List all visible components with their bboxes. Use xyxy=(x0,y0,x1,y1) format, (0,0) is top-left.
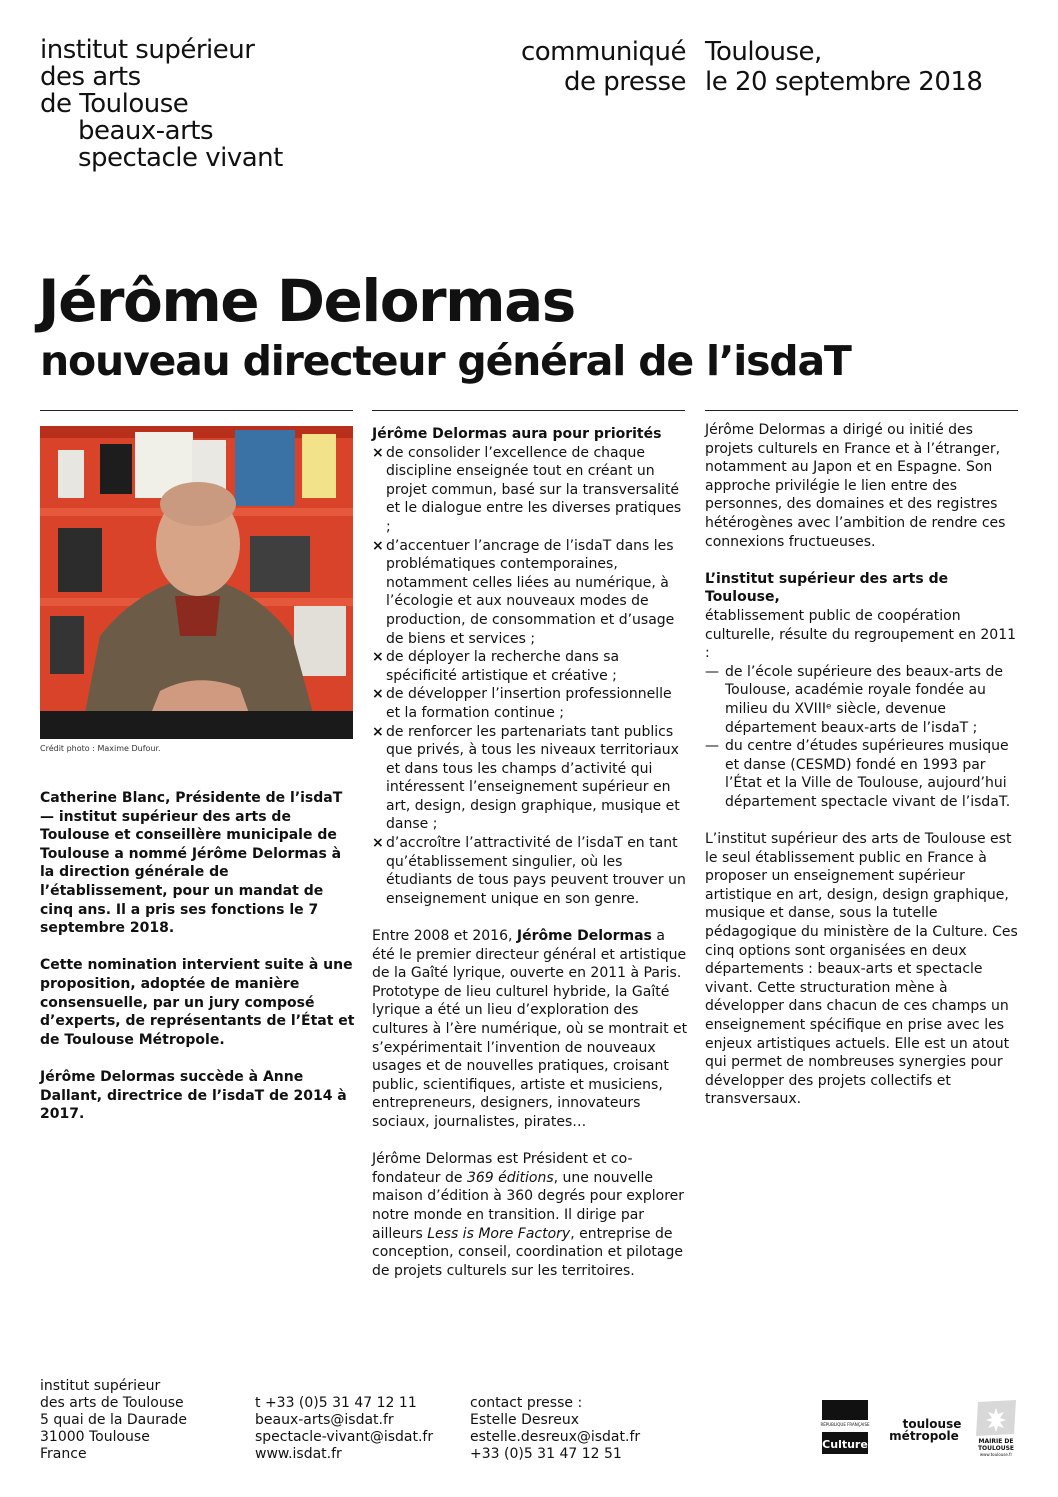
page-subtitle: nouveau directeur général de l’isdaT xyxy=(40,337,851,385)
editions-paragraph xyxy=(372,1150,690,1280)
email-link[interactable]: spectacle-vivant@isdat.fr xyxy=(255,1429,434,1445)
doc-type-line: communiqué xyxy=(520,37,686,67)
list-item: × d’accroître l’attractivité de l’isdaT en tant qu’établissement singulier, où les étudiants de tous pays peuvent trouver un enseignement unique en son genre. xyxy=(372,834,690,908)
phone-number: t +33 (0)5 31 47 12 11 xyxy=(255,1395,417,1411)
toulouse-metropole-logo xyxy=(889,1417,961,1443)
header-doc-type xyxy=(480,37,686,97)
republique-text: RÉPUBLIQUE FRANÇAISE xyxy=(820,1422,870,1427)
projects-paragraph: Jérôme Delormas a dirigé ou initié des projets culturels en France et à l’étranger, notamment au Japon et en Espagne. Son approche privilégie le lien entre des personnes, des domaines et des registres hétérogènes avec l’ambition de rendre ces connexions fructueuses. xyxy=(705,422,1006,550)
place-line: Toulouse, xyxy=(705,37,822,67)
header-line: institut supérieur xyxy=(40,35,255,65)
mairie-text-1: MAIRIE DE xyxy=(978,1438,1014,1445)
text-run: , une nouvelle maison d’édition à 360 degrés pour explorer notre monde en transition. Il dirige par ailleurs xyxy=(372,1169,685,1242)
company-name: 369 éditions xyxy=(466,1169,554,1186)
address-line: 31000 Toulouse xyxy=(40,1429,150,1445)
logos-svg xyxy=(820,1398,1020,1458)
page-title: Jérôme Delormas xyxy=(38,267,575,335)
header-institution xyxy=(40,37,283,172)
footer-press-contact xyxy=(470,1395,640,1463)
header-line: des arts xyxy=(40,62,141,92)
website-link[interactable]: www.isdat.fr xyxy=(255,1446,342,1462)
list-item: — du centre d’études supérieures musique et danse (CESMD) fondé en 1993 par l’État et la Ville de Toulouse, aujourd’hui département spectacle vivant de l’isdaT. xyxy=(705,737,1023,811)
culture-ministry-logo xyxy=(820,1400,870,1454)
footer-address xyxy=(40,1378,187,1463)
portrait-photo xyxy=(40,426,353,739)
column-middle xyxy=(372,425,690,1299)
column-rule xyxy=(372,410,685,411)
press-label: contact presse : xyxy=(470,1395,583,1411)
list-item: — de l’école supérieure des beaux-arts de Toulouse, académie royale fondée au milieu du XVIIIᵉ siècle, devenue département beaux-arts de l’isdaT ; xyxy=(705,663,1023,737)
column-rule xyxy=(40,410,353,411)
merger-list xyxy=(705,663,1023,812)
header-line: spectacle vivant xyxy=(78,143,283,173)
partner-logos xyxy=(820,1398,1020,1458)
person-name: Jérôme Delormas xyxy=(516,928,652,945)
phone-number: +33 (0)5 31 47 12 51 xyxy=(470,1446,622,1462)
priorities-list xyxy=(372,444,690,909)
priorities-heading: Jérôme Delormas aura pour priorités xyxy=(372,426,662,442)
institute-heading: L’institut supérieur des arts de Toulouse, xyxy=(705,570,949,606)
email-link[interactable]: beaux-arts@isdat.fr xyxy=(255,1412,394,1428)
address-line: France xyxy=(40,1446,87,1462)
mairie-text-2: TOULOUSE xyxy=(977,1445,1015,1452)
mairie-url: www.toulouse.fr xyxy=(979,1452,1013,1457)
list-item: × de renforcer les partenariats tant publics que privés, à tous les niveaux territoriaux et dans tous les champs d’activité qui intéressent l’enseignement supérieur en art, design, design graphique, musique et danse ; xyxy=(372,723,690,835)
metropole-text-2: métropole xyxy=(889,1429,959,1443)
text-run: a été le premier directeur général et artistique de la Gaîté lyrique, ouverte en 2011 à Paris. Prototype de lieu culturel hybride, la Gaîté lyrique a été un lieu d’exploration des cultures à l’ère numérique, où se montrait et s’expérimentait l’invention de nouveaux usages et de nouvelles pratiques, croisant public, scientifiques, artiste et musiciens, entrepreneurs, designers, innovateurs sociaux, journalistes, pirates… xyxy=(372,928,688,1130)
press-contact-name: Estelle Desreux xyxy=(470,1412,579,1428)
list-item: × de déployer la recherche dans sa spécificité artistique et créative ; xyxy=(372,648,690,685)
header-line: beaux-arts xyxy=(78,116,214,146)
text-run: Jérôme Delormas est Président et co-fondateur de xyxy=(372,1151,633,1186)
gaite-paragraph xyxy=(372,927,690,1132)
metropole-text-1: toulouse xyxy=(902,1417,962,1431)
address-line: institut supérieur xyxy=(40,1378,161,1394)
footer-contacts xyxy=(255,1395,433,1463)
address-line: 5 quai de la Daurade xyxy=(40,1412,187,1428)
email-link[interactable]: estelle.desreux@isdat.fr xyxy=(470,1429,641,1445)
header-place-date xyxy=(705,37,982,97)
column-left xyxy=(40,789,358,1142)
header-line: de Toulouse xyxy=(40,89,189,119)
company-name: Less is More Factory xyxy=(427,1225,571,1242)
column-right xyxy=(705,421,1023,1128)
address-line: des arts de Toulouse xyxy=(40,1395,184,1411)
institute-body: établissement public de coopération culturelle, résulte du regroupement en 2011 : xyxy=(705,607,1017,662)
photo-credit: Crédit photo : Maxime Dufour. xyxy=(40,744,161,753)
institute-description: L’institut supérieur des arts de Toulouse est le seul établissement public en France à proposer un enseignement supérieur artistique en art, design, design graphique, musique et danse, sous la tutelle pédagogique du ministère de la Culture. Ces cinq options sont organisées en deux départements : beaux-arts et spectacle vivant. Cette structuration mène à développer dans chacun de ces champs un enseignement spécifique en prise avec les enjeux artistiques actuels. Elle est un atout qui permet de nombreuses synergies pour développer des projets collectifs et transversaux. xyxy=(705,831,1018,1108)
list-item: × de développer l’insertion professionnelle et la formation continue ; xyxy=(372,685,690,722)
list-item: × d’accentuer l’ancrage de l’isdaT dans les problématiques contemporaines, notamment celles liées au numérique, à l’écologie et aux nouveaux modes de production, de consommation et d’usage de biens et services ; xyxy=(372,537,690,649)
column-rule xyxy=(705,410,1018,411)
list-item: × de consolider l’excellence de chaque discipline enseignée tout en créant un projet commun, basé sur la transversalité et le dialogue entre les diverses pratiques ; xyxy=(372,444,690,537)
date-line: le 20 septembre 2018 xyxy=(705,67,983,97)
text-run: Entre 2008 et 2016, xyxy=(372,928,517,945)
culture-text: Culture xyxy=(822,1438,868,1451)
mairie-toulouse-logo xyxy=(976,1400,1016,1457)
text-run: , entreprise de conception, conseil, coordination et pilotage de projets culturels sur les territoires. xyxy=(372,1225,683,1279)
nomination-paragraph: Cette nomination intervient suite à une proposition, adoptée de manière consensuelle, par un jury composé d’experts, de représentants de l’État et de Toulouse Métropole. xyxy=(40,957,355,1048)
doc-type-line: de presse xyxy=(564,67,686,97)
intro-paragraph: Catherine Blanc, Présidente de l’isdaT — institut supérieur des arts de Toulouse et conseillère municipale de Toulouse a nommé Jérôme Delormas à la direction générale de l’établissement, pour un mandat de cinq ans. Il a pris ses fonctions le 7 septembre 2018. xyxy=(40,790,343,937)
succession-paragraph: Jérôme Delormas succède à Anne Dallant, directrice de l’isdaT de 2014 à 2017. xyxy=(40,1068,347,1123)
